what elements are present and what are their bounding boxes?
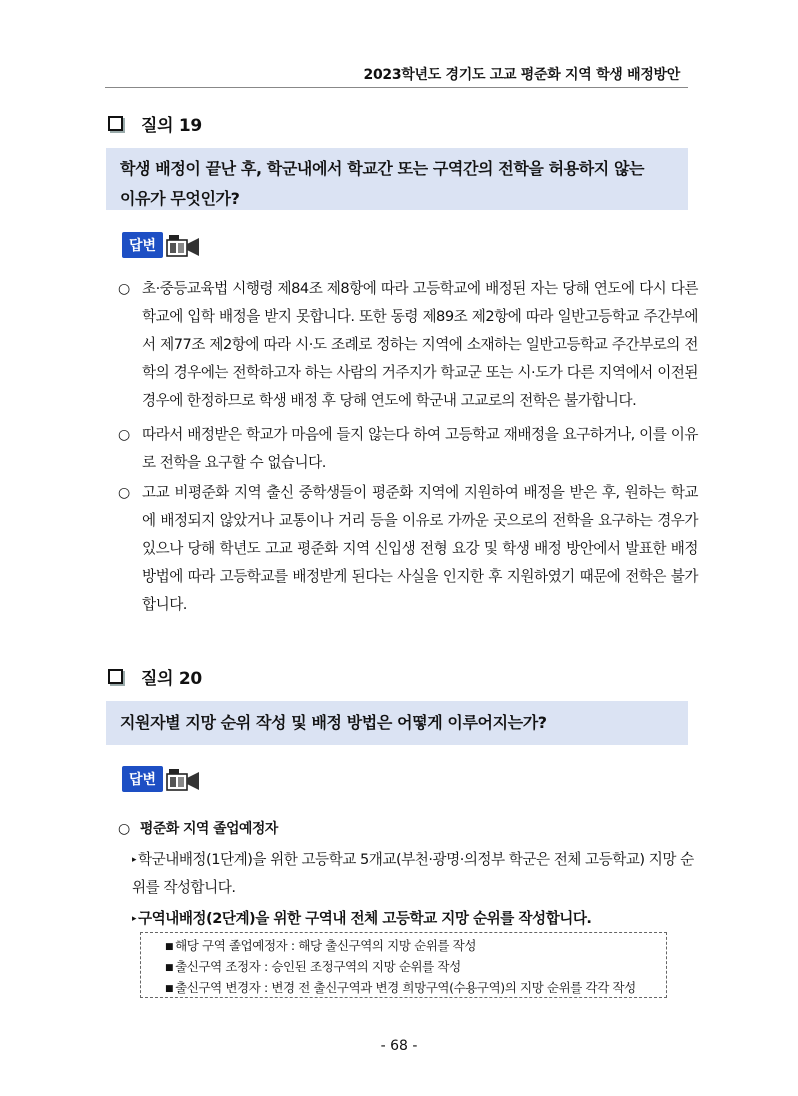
answer-label: 답변	[122, 232, 163, 258]
item-text: 구역내배정(2단계)을 위한 구역내 전체 고등학교 지망 순위를 작성합니다.	[138, 910, 592, 927]
triangle-bullet: ▸	[132, 914, 137, 924]
item-text: 학군내배정(1단계)을 위한 고등학교 5개교(부천·광명·의정부 학군은 전체 고등학교) 지망 순위를 작성합니다.	[132, 851, 694, 896]
square-bullet: ■	[165, 942, 174, 952]
camera-icon	[166, 768, 200, 792]
question-19-panel	[106, 148, 688, 210]
answer-20-subheading	[118, 818, 278, 838]
note-item	[165, 936, 666, 957]
note-text: 출신구역 조정자 : 승인된 조정구역의 지망 순위를 작성	[175, 959, 461, 974]
circle-bullet: ○	[118, 485, 130, 501]
question-20-panel	[106, 701, 688, 745]
note-item	[165, 957, 666, 978]
page-number: - 68 -	[380, 1038, 418, 1054]
question-20-heading	[108, 664, 202, 689]
note-text: 해당 구역 졸업예정자 : 해당 출신구역의 지망 순위를 작성	[175, 938, 477, 953]
square-bullet: ■	[165, 963, 174, 973]
question-text-line: 학생 배정이 끝난 후, 학군내에서 학교간 또는 구역간의 전학을 허용하지 않는	[120, 159, 645, 178]
note-item	[165, 978, 666, 999]
bullet-text: 따라서 배정받은 학교가 마음에 들지 않는다 하여 고등학교 재배정을 요구하거나, 이를 이유로 전학을 요구할 수 없습니다.	[142, 426, 698, 471]
bullet-text: 초·중등교육법 시행령 제84조 제8항에 따라 고등학교에 배정된 자는 당해 연도에 다시 다른 학교에 입학 배정을 받지 못합니다. 또한 동령 제89조 제2항에 따라 일반고등학교 주간부에서 제77조 제2항에 따라 시·도 조례로 정하는 지역에 소재하는 일반고등학교 주간부로의 전학의 경우에는 전학하고자 하는 사람의 거주지가 학교군 또는 시·도가 다른 지역에서 이전된 경우에 한정하므로 학생 배정 후 당해 연도에 학군내 고교로의 전학은 불가합니다.	[142, 280, 698, 409]
question-19-heading	[108, 111, 202, 136]
answer-19-bullet	[118, 421, 698, 477]
note-text: 출신구역 변경자 : 변경 전 출신구역과 변경 희망구역(수용구역)의 지망 순위를 각각 작성	[175, 980, 636, 995]
answer-20-item	[132, 846, 698, 902]
bullet-text: 고교 비평준화 지역 출신 중학생들이 평준화 지역에 지원하여 배정을 받은 후, 원하는 학교에 배정되지 않았거나 교통이나 거리 등을 이유로 가까운 곳으로의 전학을 요구하는 경우가 있으나 당해 학년도 고교 평준화 지역 신입생 전형 요강 및 학생 배정 방안에서 발표한 배정방법에 따라 고등학교를 배정받게 된다는 사실을 인지한 후 지원하였기 때문에 전학은 불가합니다.	[142, 484, 698, 613]
checkbox-square-icon	[108, 669, 123, 684]
answer-20-badge	[122, 766, 200, 792]
circle-bullet: ○	[118, 281, 130, 297]
answer-19-bullet	[118, 275, 698, 415]
question-text-line: 지원자별 지망 순위 작성 및 배정 방법은 어떻게 이루어지는가?	[120, 713, 547, 732]
camera-icon	[166, 234, 200, 258]
note-box	[140, 932, 667, 998]
answer-19-bullet	[118, 479, 698, 619]
circle-bullet: ○	[118, 427, 130, 443]
answer-20-item	[132, 905, 698, 933]
answer-19-badge	[122, 232, 200, 258]
question-text-line: 이유가 무엇인가?	[120, 189, 240, 208]
square-bullet: ■	[165, 984, 174, 994]
subheading-text: 평준화 지역 졸업예정자	[139, 821, 278, 837]
triangle-bullet: ▸	[132, 855, 137, 865]
question-number: 질의 20	[141, 669, 202, 689]
question-number: 질의 19	[141, 116, 202, 136]
checkbox-square-icon	[108, 116, 123, 131]
document-title: 2023학년도 경기도 고교 평준화 지역 학생 배정방안	[363, 67, 680, 83]
circle-bullet: ○	[118, 821, 130, 837]
answer-label: 답변	[122, 766, 163, 792]
header-divider	[105, 87, 688, 88]
